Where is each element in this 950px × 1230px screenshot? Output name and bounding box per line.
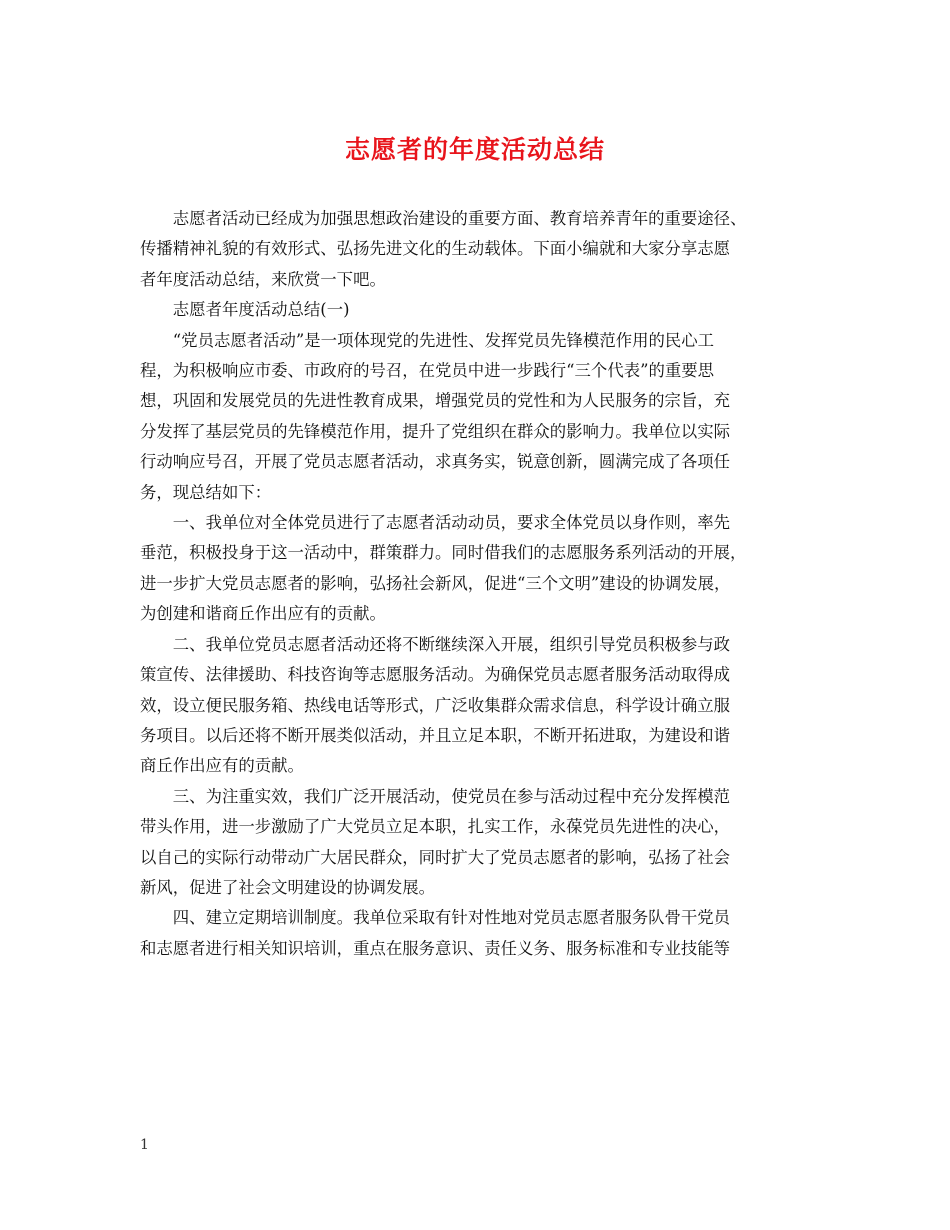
body-paragraph: 三、为注重实效，我们广泛开展活动，使党员在参与活动过程中充分发挥模范 带头作用，进一步激励了广大党员立足本职，扎实工作，永葆党员先进性的决心， 以自己的实际行动带动广大居民群众，同时扩大了党员志愿者的影响，弘扬了社会 新风，促进了社会文明建设的协调发展。 [140,786,731,897]
body-paragraph: 二、我单位党员志愿者活动还将不断继续深入开展，组织引导党员积极参与政 策宣传、法律援助、科技咨询等志愿服务活动。为确保党员志愿者服务活动取得成 效，设立便民服务箱、热线电话等形式，广泛收集群众需求信息，科学设计确立服 务项目。以后还将不断开展类似活动，并且立足本职，不断开拓进取，为建设和谐 商丘作出应有的贡献。 [140,634,731,776]
document-title: 志愿者的年度活动总结 [344,135,605,164]
body-paragraph: 四、建立定期培训制度。我单位采取有针对性地对党员志愿者服务队骨干党员 和志愿者进行相关知识培训，重点在服务意识、责任义务、服务标准和专业技能等 [140,908,731,958]
body-paragraph: 一、我单位对全体党员进行了志愿者活动动员，要求全体党员以身作则，率先 垂范，积极投身于这一活动中，群策群力。同时借我们的志愿服务系列活动的开展， 进一步扩大党员志愿者的影响，弘扬社会新风，促进“三个文明”建设的协调发展， 为创建和谐商丘作出应有的贡献。 [140,513,747,624]
body-paragraph: “党员志愿者活动”是一项体现党的先进性、发挥党员先锋模范作用的民心工 程，为积极响应市委、市政府的号召，在党员中进一步践行“三个代表”的重要思 想，巩固和发展党员的先进性教育成果，增强党员的党性和为人民服务的宗旨，充 分发挥了基层党员的先锋模范作用，提升了党组织在群众的影响力。我单位以实际 行动响应号召，开展了党员志愿者活动，求真务实，锐意创新，圆满完成了各项任 务，现总结如下： [140,330,731,502]
page-number: 1 [140,1137,149,1153]
intro-paragraph: 志愿者活动已经成为加强思想政治建设的重要方面、教育培养青年的重要途径、 传播精神礼貌的有效形式、弘扬先进文化的生动载体。下面小编就和大家分享志愿 者年度活动总结，来欣赏一下吧。 [140,209,747,289]
document-body [140,204,812,964]
section-heading: 志愿者年度活动总结(一) [172,300,350,320]
